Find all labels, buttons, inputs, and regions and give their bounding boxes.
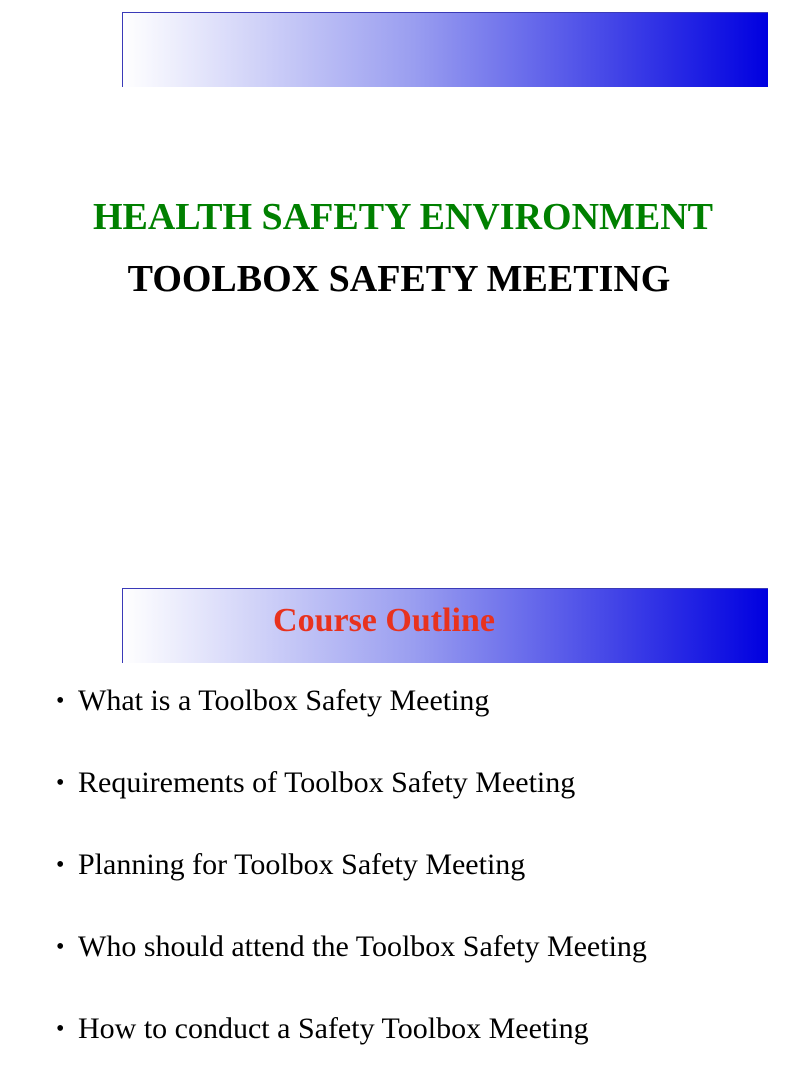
bullet-icon: • xyxy=(56,934,65,960)
list-item-text: How to conduct a Safety Toolbox Meeting xyxy=(78,1012,589,1045)
title-toolbox-safety-meeting: TOOLBOX SAFETY MEETING xyxy=(127,258,671,300)
list-item xyxy=(56,678,647,760)
course-outline-heading: Course Outline xyxy=(273,602,495,639)
list-item-text: Planning for Toolbox Safety Meeting xyxy=(78,848,526,881)
bullet-icon: • xyxy=(56,1016,65,1042)
list-item-text: Who should attend the Toolbox Safety Meeting xyxy=(78,930,647,963)
course-outline-list xyxy=(56,678,647,1088)
list-item xyxy=(56,842,647,924)
bullet-icon: • xyxy=(56,770,65,796)
list-item xyxy=(56,924,647,1006)
list-item-text: What is a Toolbox Safety Meeting xyxy=(78,684,490,717)
list-item xyxy=(56,1006,647,1088)
list-item xyxy=(56,760,647,842)
bullet-icon: • xyxy=(56,852,65,878)
bullet-icon: • xyxy=(56,688,65,714)
title-health-safety-environment: HEALTH SAFETY ENVIRONMENT xyxy=(92,196,714,238)
top-gradient-band xyxy=(122,12,768,87)
list-item-text: Requirements of Toolbox Safety Meeting xyxy=(78,766,576,799)
